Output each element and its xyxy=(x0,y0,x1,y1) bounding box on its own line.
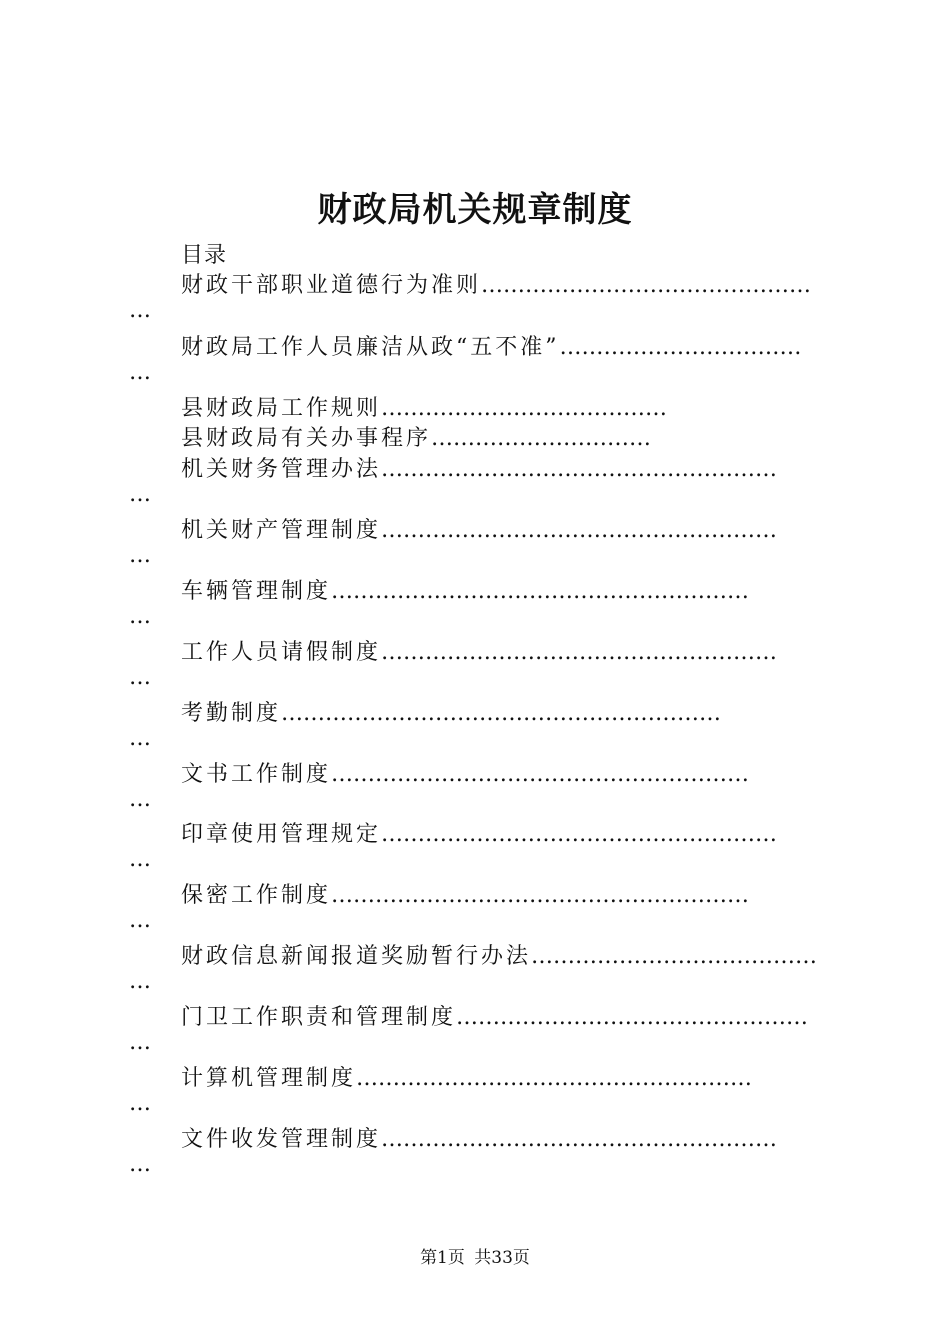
toc-entry[interactable] xyxy=(181,513,777,544)
toc-leader-dots: ………………………………… xyxy=(531,944,818,969)
toc-leader-dots: ……………………………………………… xyxy=(356,1066,753,1091)
toc-leader-wrap: … xyxy=(129,298,151,323)
toc-entry-title: 门卫工作职责和管理制度 xyxy=(181,1005,457,1030)
toc-entry[interactable] xyxy=(181,696,721,727)
toc-leader-wrap: … xyxy=(129,1091,151,1116)
toc-entry-title: 文件收发管理制度 xyxy=(181,1127,382,1152)
toc-heading: 目录 xyxy=(181,243,228,268)
toc-leader-wrap: … xyxy=(129,847,151,872)
toc-leader-dots: ……………………………………………… xyxy=(381,457,778,482)
toc-entry[interactable] xyxy=(181,421,651,452)
toc-entry-title: 计算机管理制度 xyxy=(181,1066,357,1091)
toc-leader-dots: ………………………………………… xyxy=(456,1005,809,1030)
toc-leader-dots: ……………………………………… xyxy=(481,273,812,298)
document-title: 财政局机关规章制度 xyxy=(317,190,633,230)
toc-leader-wrap: … xyxy=(129,1030,151,1055)
toc-entry-title: 机关财产管理制度 xyxy=(181,518,382,543)
toc-entry[interactable] xyxy=(181,574,749,605)
toc-leader-dots: ………………………… xyxy=(431,426,652,451)
toc-leader-dots: ………………………………………………… xyxy=(331,579,750,604)
toc-entry-title: 县财政局工作规则 xyxy=(181,396,382,421)
toc-entry[interactable] xyxy=(181,391,667,422)
toc-leader-dots: ………………………………………………… xyxy=(331,762,750,787)
toc-entry[interactable] xyxy=(181,330,802,361)
toc-entry-title: 保密工作制度 xyxy=(181,883,332,908)
toc-leader-dots: ……………………………………………… xyxy=(381,640,778,665)
toc-leader-wrap: … xyxy=(129,969,151,994)
toc-leader-dots: ……………………………………………… xyxy=(381,518,778,543)
toc-entry-title: 印章使用管理规定 xyxy=(181,822,382,847)
toc-leader-dots: ………………………………………………… xyxy=(331,883,750,908)
toc-leader-dots: ………………………………… xyxy=(381,396,668,421)
toc-leader-wrap: … xyxy=(129,482,151,507)
toc-entry-title: 财政干部职业道德行为准则 xyxy=(181,273,482,298)
page-footer xyxy=(0,1243,950,1268)
toc-leader-wrap: … xyxy=(129,543,151,568)
toc-leader-dots: …………………………………………………… xyxy=(281,701,722,726)
toc-entry[interactable] xyxy=(181,757,749,788)
toc-leader-wrap: … xyxy=(129,726,151,751)
toc-entry[interactable] xyxy=(181,452,777,483)
toc-entry-title: 财政信息新闻报道奖励暂行办法 xyxy=(181,944,532,969)
toc-entry-title: 县财政局有关办事程序 xyxy=(181,426,432,451)
toc-entry[interactable] xyxy=(181,268,811,299)
toc-leader-wrap: … xyxy=(129,908,151,933)
toc-entry[interactable] xyxy=(181,939,817,970)
toc-entry-title: 车辆管理制度 xyxy=(181,579,332,604)
toc-leader-dots: …………………………… xyxy=(559,335,802,360)
toc-leader-dots: ……………………………………………… xyxy=(381,1127,778,1152)
toc-leader-wrap: … xyxy=(129,1152,151,1177)
toc-entry-title: 文书工作制度 xyxy=(181,762,332,787)
toc-leader-wrap: … xyxy=(129,360,151,385)
toc-leader-dots: ……………………………………………… xyxy=(381,822,778,847)
toc-entry[interactable] xyxy=(181,1000,808,1031)
toc-entry[interactable] xyxy=(181,878,749,909)
page-number: 第1页 xyxy=(420,1248,465,1268)
toc-entry[interactable] xyxy=(181,1122,777,1153)
toc-leader-wrap: … xyxy=(129,665,151,690)
toc-entry-title: 考勤制度 xyxy=(181,701,282,726)
toc-leader-wrap: … xyxy=(129,604,151,629)
toc-entry-title: 机关财务管理办法 xyxy=(181,457,382,482)
toc-entry-title: 工作人员请假制度 xyxy=(181,640,382,665)
toc-entry[interactable] xyxy=(181,1061,752,1092)
toc-leader-wrap: … xyxy=(129,787,151,812)
page-total: 共33页 xyxy=(474,1248,530,1268)
toc-entry[interactable] xyxy=(181,817,777,848)
toc-entry[interactable] xyxy=(181,635,777,666)
toc-entry-title: 财政局工作人员廉洁从政“五不准” xyxy=(181,335,560,360)
